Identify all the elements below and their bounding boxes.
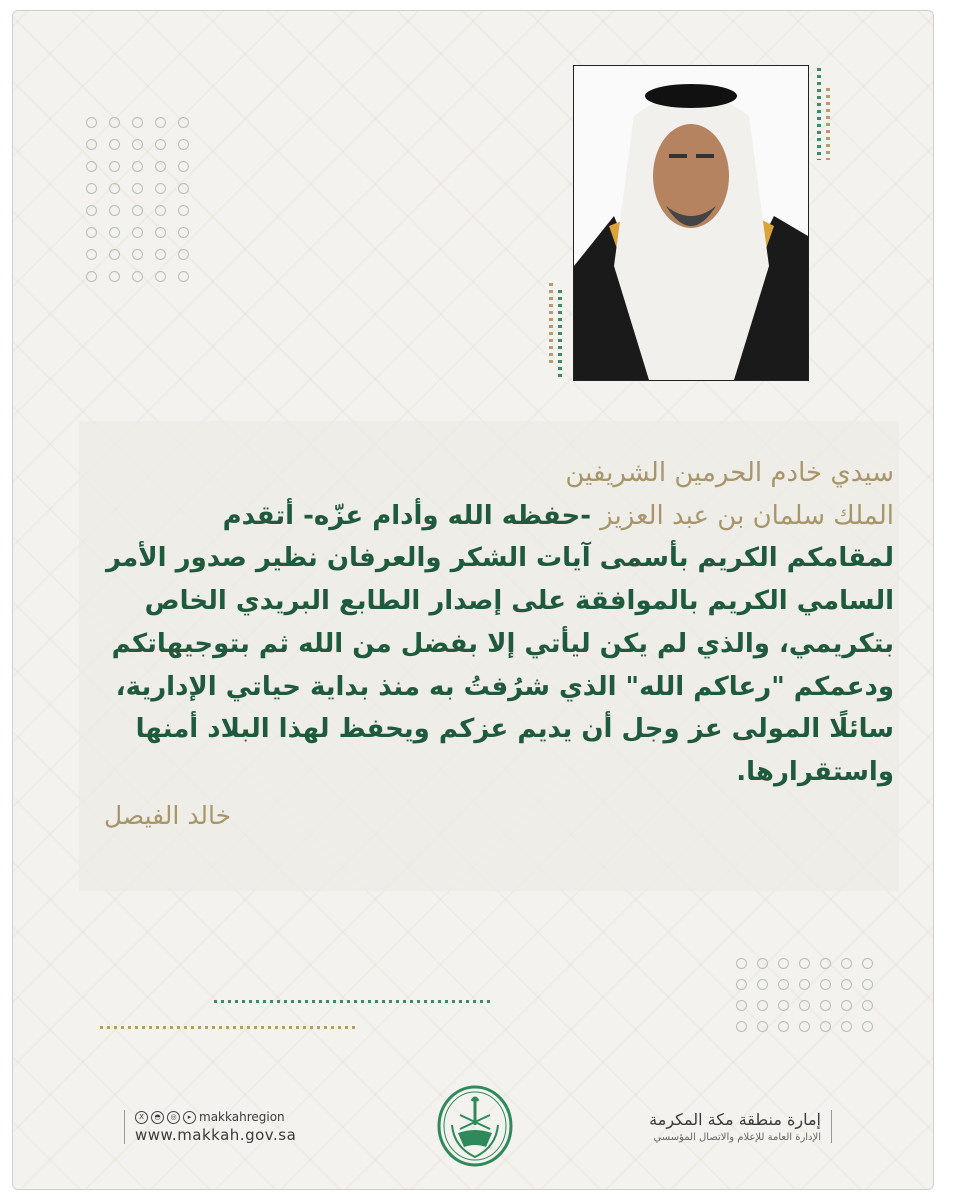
dot (778, 958, 789, 969)
dot (132, 161, 143, 172)
dot (757, 958, 768, 969)
saudi-emblem-logo (436, 1085, 514, 1167)
dot (155, 205, 166, 216)
dot (820, 958, 831, 969)
x-icon[interactable]: X (135, 1111, 148, 1124)
dot (757, 1021, 768, 1032)
social-row (135, 1110, 296, 1124)
dot (178, 139, 189, 150)
website-link[interactable]: www.makkah.gov.sa (135, 1126, 297, 1144)
dot (132, 249, 143, 260)
dot (841, 979, 852, 990)
dot (736, 958, 747, 969)
dot (178, 227, 189, 238)
letter-line: واستقرارها. (736, 756, 894, 787)
dot (155, 139, 166, 150)
dot (736, 979, 747, 990)
instagram-icon[interactable]: ◎ (167, 1111, 180, 1124)
portrait-photo (573, 65, 809, 381)
dot (109, 139, 120, 150)
dot (109, 271, 120, 282)
dot (178, 161, 189, 172)
footer-organization (649, 1110, 832, 1143)
dot (820, 979, 831, 990)
dot (86, 117, 97, 128)
dot (86, 161, 97, 172)
letter-line: بتكريمي، والذي لم يكن ليأتي إلا بفضل من الله ثم بتوجيهاتكم (111, 628, 894, 659)
dot (799, 1000, 810, 1011)
king-name: الملك سلمان بن عبد العزيز (600, 500, 894, 531)
letter-line (64, 495, 894, 538)
letter-text (64, 452, 894, 836)
dot (109, 249, 120, 260)
dot (86, 183, 97, 194)
dotted-line-decoration (100, 1026, 358, 1029)
dot (178, 117, 189, 128)
letter-line-rest: -حفظه الله وأدام عزّه- أتقدم (222, 500, 601, 531)
dot (86, 139, 97, 150)
dot (109, 161, 120, 172)
dot (736, 1021, 747, 1032)
dot-pattern-top-left (86, 117, 189, 282)
dot (109, 227, 120, 238)
dot (155, 183, 166, 194)
dot (132, 271, 143, 282)
dot (109, 117, 120, 128)
dot (155, 227, 166, 238)
dot (799, 958, 810, 969)
signature: خالد الفيصل (104, 800, 232, 830)
dot (178, 183, 189, 194)
dot (178, 271, 189, 282)
dotted-line-decoration (549, 283, 553, 363)
social-handle[interactable]: makkahregion (199, 1110, 285, 1124)
dot (132, 139, 143, 150)
dotted-line-decoration (558, 290, 562, 378)
letter-line: لمقامكم الكريم بأسمى آيات الشكر والعرفان نظير صدور الأمر (106, 543, 894, 574)
dot (132, 183, 143, 194)
dot (799, 979, 810, 990)
dot (820, 1021, 831, 1032)
dot (109, 205, 120, 216)
dot (778, 979, 789, 990)
dot (86, 271, 97, 282)
dot (799, 1021, 810, 1032)
letter-line: السامي الكريم بالموافقة على إصدار الطابع البريدي الخاص (144, 586, 894, 617)
dot (841, 958, 852, 969)
dot-pattern-bottom-right (736, 958, 873, 1032)
dot (155, 161, 166, 172)
dot (862, 1021, 873, 1032)
dot (736, 1000, 747, 1011)
letter-line: سائلًا المولى عز وجل أن يديم عزكم ويحفظ لهذا البلاد أمنها (135, 714, 894, 745)
dot (178, 205, 189, 216)
dot (178, 249, 189, 260)
dot (757, 979, 768, 990)
dot (86, 227, 97, 238)
dot (86, 249, 97, 260)
dot (862, 979, 873, 990)
dot (155, 249, 166, 260)
dotted-line-decoration (817, 68, 821, 160)
dot (155, 117, 166, 128)
dot (778, 1000, 789, 1011)
dot (132, 205, 143, 216)
dot (841, 1021, 852, 1032)
dot (841, 1000, 852, 1011)
org-name: إمارة منطقة مكة المكرمة (649, 1110, 821, 1129)
salutation: سيدي خادم الحرمين الشريفين (565, 458, 894, 488)
department-name: الإدارة العامة للإعلام والاتصال المؤسسي (653, 1132, 821, 1143)
youtube-icon[interactable]: ▸ (183, 1111, 196, 1124)
dot (155, 271, 166, 282)
dot (862, 1000, 873, 1011)
dot (132, 117, 143, 128)
dotted-line-decoration (826, 88, 830, 160)
dot (778, 1021, 789, 1032)
dot (132, 227, 143, 238)
dot (109, 183, 120, 194)
footer-contact (124, 1110, 296, 1144)
dot (862, 958, 873, 969)
letter-line: ودعمكم "رعاكم الله" الذي شرُفتُ به منذ بداية حياتي الإدارية، (115, 671, 894, 702)
dot (820, 1000, 831, 1011)
dotted-line-decoration (214, 1000, 494, 1003)
snapchat-icon[interactable]: ◓ (151, 1111, 164, 1124)
dot (757, 1000, 768, 1011)
dot (86, 205, 97, 216)
